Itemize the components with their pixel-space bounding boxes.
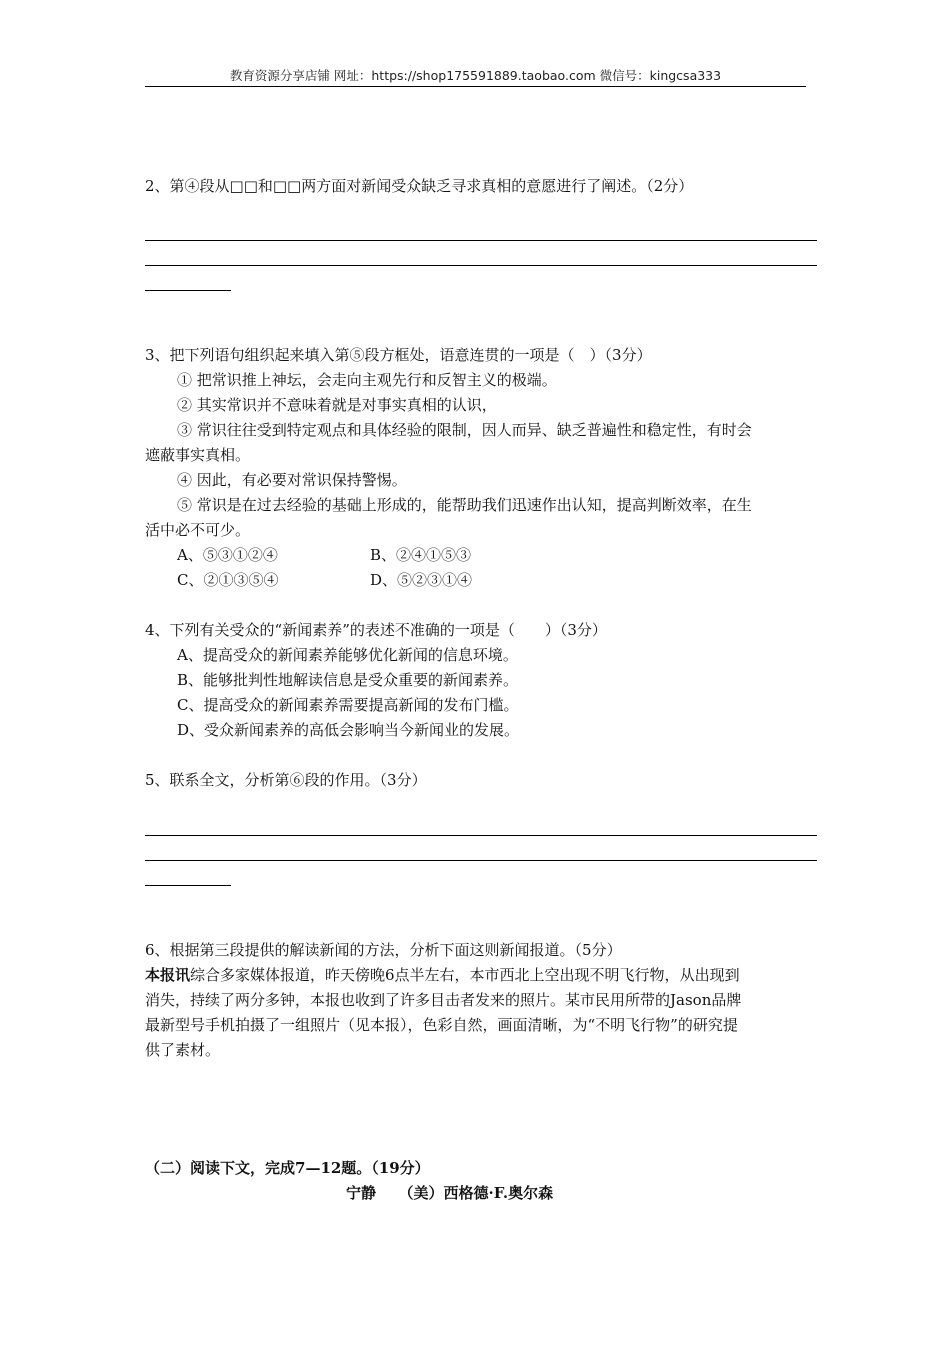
page-header: 教育资源分享店铺 网址：https://shop175591889.taobao.com 微信号：kingcsa333 xyxy=(229,68,722,83)
q4-option-b: B、能够批判性地解读信息是受众重要的新闻素养。 xyxy=(177,671,519,689)
q3-sentence-5b: 活中必不可少。 xyxy=(145,521,251,539)
q5-answer-line-3[interactable] xyxy=(145,885,231,886)
q3-sentence-3b: 遮蔽事实真相。 xyxy=(145,446,251,464)
q5-answer-line-2[interactable] xyxy=(145,860,817,861)
q3-sentence-3a: ③ 常识往往受到特定观点和具体经验的限制，因人而异、缺乏普遍性和稳定性，有时会 xyxy=(177,421,752,439)
q6-news-line-1 xyxy=(145,965,740,985)
section2-title: 宁静 （美）西格德·F.奥尔森 xyxy=(346,1184,554,1202)
header-rule xyxy=(145,86,806,87)
q4-option-a: A、提高受众的新闻素养能够优化新闻的信息环境。 xyxy=(177,646,518,664)
q2-stem: 2、第④段从□□和□□两方面对新闻受众缺乏寻求真相的意愿进行了阐述。（2分） xyxy=(145,177,694,195)
q6-news-line-1-text: 综合多家媒体报道，昨天傍晚6点半左右，本市西北上空出现不明飞行物，从出现到 xyxy=(190,966,740,984)
q6-news-line-2: 消失，持续了两分多钟，本报也收到了许多目击者发来的照片。某市民用所带的Jason品牌 xyxy=(145,991,742,1009)
q3-sentence-5a: ⑤ 常识是在过去经验的基础上形成的，能帮助我们迅速作出认知，提高判断效率，在生 xyxy=(177,496,752,514)
q3-option-d: D、⑤②③①④ xyxy=(370,571,473,589)
section2-heading: （二）阅读下文，完成7—12题。（19分） xyxy=(145,1159,430,1177)
q3-option-b: B、②④①⑤③ xyxy=(370,546,472,564)
q4-option-c: C、提高受众的新闻素养需要提高新闻的发布门槛。 xyxy=(177,696,519,714)
q2-answer-line-2[interactable] xyxy=(145,265,817,266)
q6-news-line-3: 最新型号手机拍摄了一组照片（见本报），色彩自然，画面清晰，为“不明飞行物”的研究提 xyxy=(145,1016,738,1034)
q4-option-d: D、受众新闻素养的高低会影响当今新闻业的发展。 xyxy=(177,721,520,739)
q2-answer-line-1[interactable] xyxy=(145,240,817,241)
q5-answer-line-1[interactable] xyxy=(145,835,817,836)
q4-stem: 4、下列有关受众的“新闻素养”的表述不准确的一项是（ ）（3分） xyxy=(145,621,607,639)
q3-option-a: A、⑤③①②④ xyxy=(177,546,278,564)
q3-sentence-2: ② 其实常识并不意味着就是对事实真相的认识， xyxy=(177,396,497,414)
q3-stem: 3、把下列语句组织起来填入第⑤段方框处，语意连贯的一项是（ ）（3分） xyxy=(145,346,652,364)
q6-news-line-4: 供了素材。 xyxy=(145,1041,221,1059)
q6-stem: 6、根据第三段提供的解读新闻的方法，分析下面这则新闻报道。（5分） xyxy=(145,941,622,959)
q3-sentence-1: ① 把常识推上神坛，会走向主观先行和反智主义的极端。 xyxy=(177,371,557,389)
q3-sentence-4: ④ 因此，有必要对常识保持警惕。 xyxy=(177,471,407,489)
q3-option-c: C、②①③⑤④ xyxy=(177,571,279,589)
q5-stem: 5、联系全文，分析第⑥段的作用。（3分） xyxy=(145,771,427,789)
q6-news-lead: 本报讯 xyxy=(145,966,191,984)
q2-answer-line-3[interactable] xyxy=(145,290,231,291)
